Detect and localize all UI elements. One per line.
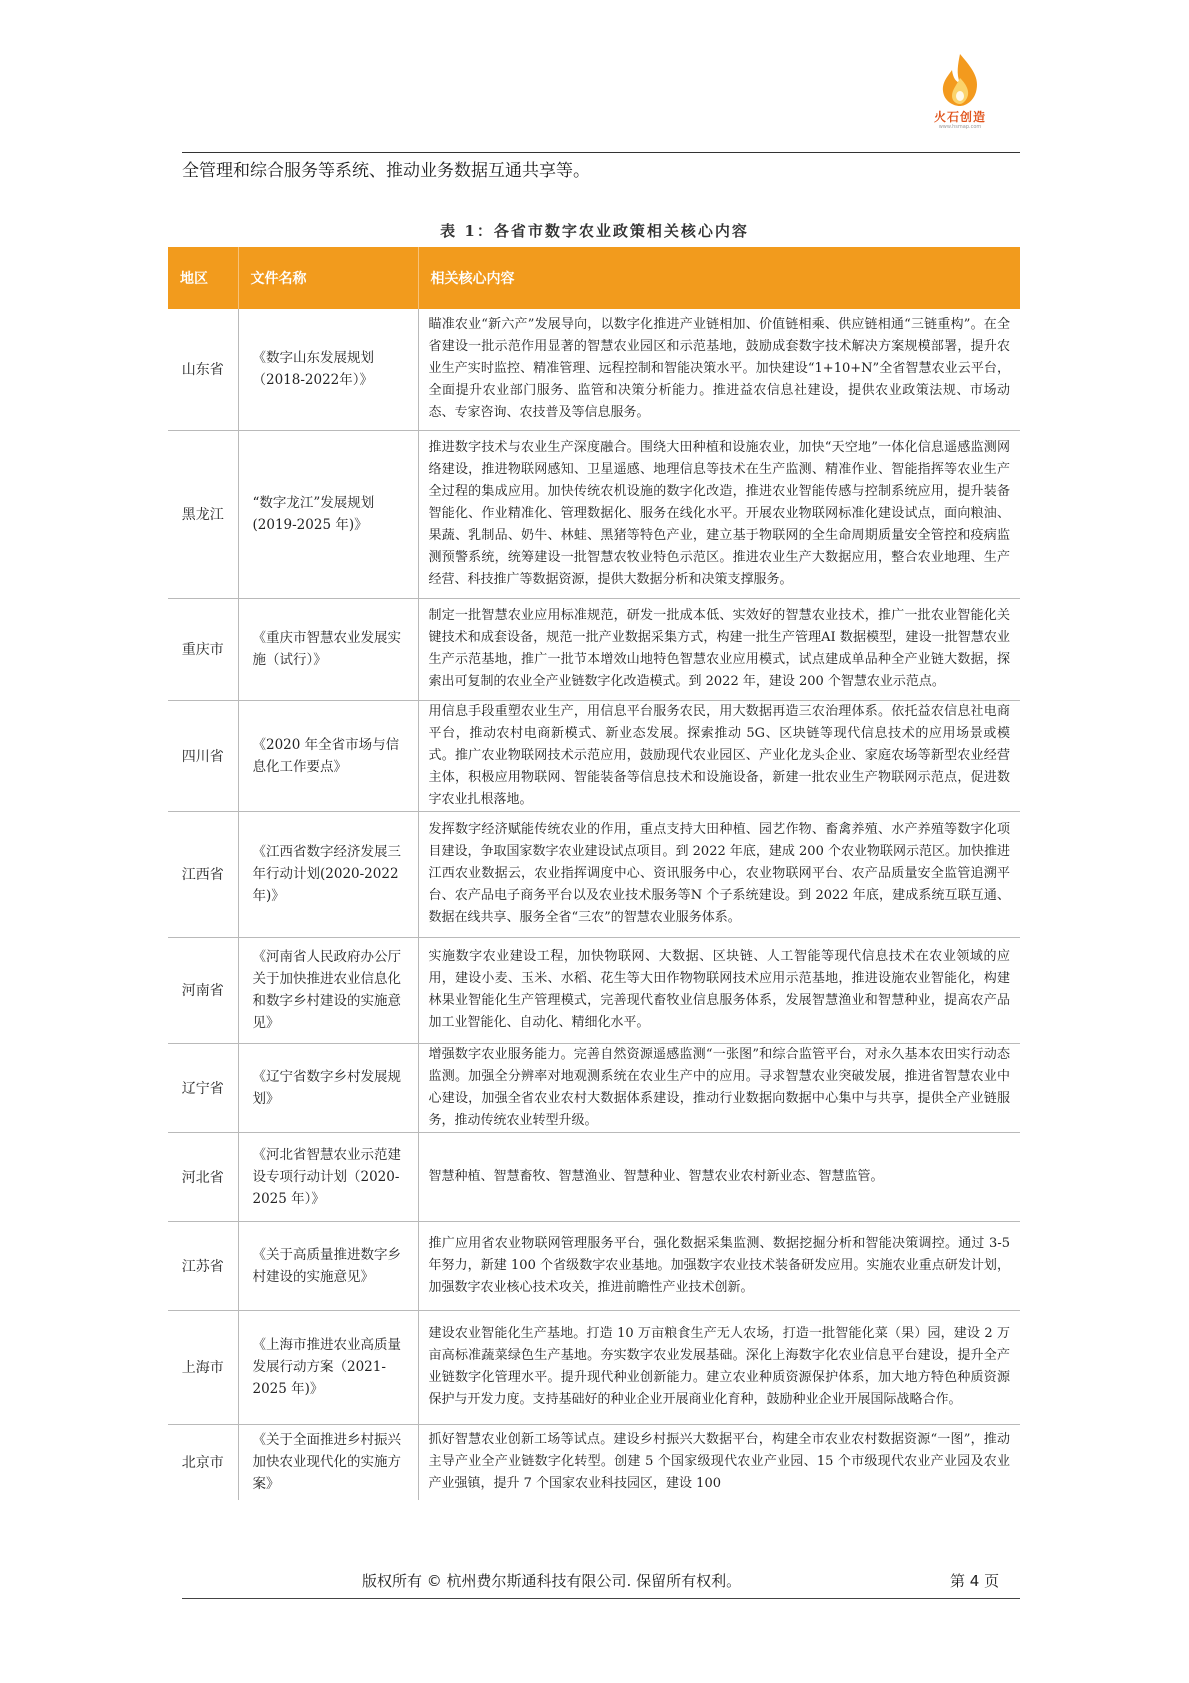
region-cell: 江西省	[168, 811, 238, 937]
logo-site: www.hsmap.com	[938, 124, 982, 130]
region-cell: 江苏省	[168, 1221, 238, 1310]
header-document: 文件名称	[238, 247, 418, 309]
document-cell: 《重庆市智慧农业发展实施（试行）》	[238, 598, 418, 700]
page-number: 第 4 页	[950, 1572, 1000, 1590]
table-row	[168, 1424, 1020, 1500]
header-divider	[182, 152, 1020, 153]
table-row	[168, 598, 1020, 700]
flame-icon	[920, 52, 1000, 108]
region-cell: 重庆市	[168, 598, 238, 700]
document-cell: 《河北省智慧农业示范建设专项行动计划（2020-2025 年）》	[238, 1132, 418, 1221]
table-row	[168, 1221, 1020, 1310]
content-cell: 用信息手段重塑农业生产，用信息平台服务农民，用大数据再造三农治理体系。依托益农信息社电商平台，推动农村电商新模式、新业态发展。探索推动 5G、区块链等现代信息技术的应用场景或模式。推广农业物联网技术示范应用，鼓励现代农业园区、产业化龙头企业、家庭农场等新型农业经营主体，积极应用物联网、智能装备等信息技术和设施设备，新建一批农业生产物联网示范点，促进数字农业扎根落地。	[418, 700, 1020, 811]
policy-table	[168, 247, 1020, 1500]
table-row	[168, 1310, 1020, 1424]
footer-divider	[182, 1598, 1020, 1599]
region-cell: 上海市	[168, 1310, 238, 1424]
content-cell: 发挥数字经济赋能传统农业的作用，重点支持大田种植、园艺作物、畜禽养殖、水产养殖等数字化项目建设，争取国家数字农业建设试点项目。到 2022 年底，建成 200 个农业物联网示范区。加快推进江西农业数据云，农业指挥调度中心、资讯服务中心，农业物联网平台、农产品质量安全监管追溯平台、农产品电子商务平台以及农业技术服务等N 个子系统建设。到 2022 年底，建成系统互联互通、数据在线共享、服务全省“三农”的智慧农业服务体系。	[418, 811, 1020, 937]
table-row	[168, 811, 1020, 937]
logo-name: 火石创造	[933, 110, 986, 124]
region-cell: 四川省	[168, 700, 238, 811]
company-logo	[920, 52, 1000, 132]
region-cell: 河北省	[168, 1132, 238, 1221]
table-row	[168, 1132, 1020, 1221]
header-content: 相关核心内容	[418, 247, 1020, 309]
content-cell: 推广应用省农业物联网管理服务平台，强化数据采集监测、数据挖掘分析和智能决策调控。通过 3-5 年努力，新建 100 个省级数字农业基地。加强数字农业技术装备研发应用。实施农业重点研发计划，加强数字农业核心技术攻关，推进前瞻性产业技术创新。	[418, 1221, 1020, 1310]
content-cell: 建设农业智能化生产基地。打造 10 万亩粮食生产无人农场，打造一批智能化菜（果）园，建设 2 万亩高标准蔬菜绿色生产基地。夯实数字农业发展基础。深化上海数字化农业信息平台建设，提升全产业链数字化管理水平。提升现代种业创新能力。建立农业种质资源保护体系，加大地方特色种质资源保护与开发力度。支持基础好的种业企业开展商业化育种，鼓励种业企业开展国际战略合作。	[418, 1310, 1020, 1424]
footer-copyright: 版权所有 © 杭州费尔斯通科技有限公司. 保留所有权利。	[362, 1572, 742, 1590]
region-cell: 山东省	[168, 309, 238, 430]
table-header-row	[168, 247, 1020, 309]
intro-paragraph: 全管理和综合服务等系统、推动业务数据互通共享等。	[182, 161, 590, 181]
document-cell: 《江西省数字经济发展三年行动计划(2020-2022 年)》	[238, 811, 418, 937]
document-cell: 《辽宁省数字乡村发展规划》	[238, 1043, 418, 1132]
document-cell: “数字龙江”发展规划(2019-2025 年)》	[238, 430, 418, 598]
content-cell: 瞄准农业“新六产”发展导向，以数字化推进产业链相加、价值链相乘、供应链相通“三链重构”。在全省建设一批示范作用显著的智慧农业园区和示范基地，鼓励成套数字技术解决方案规模部署，提升农业生产实时监控、精准管理、远程控制和智能决策水平。加快建设“1+10+N”全省智慧农业云平台，全面提升农业部门服务、监管和决策分析能力。推进益农信息社建设，提供农业政策法规、市场动态、专家咨询、农技普及等信息服务。	[418, 309, 1020, 430]
content-cell: 抓好智慧农业创新工场等试点。建设乡村振兴大数据平台，构建全市农业农村数据资源“一图”，推动主导产业全产业链数字化转型。创建 5 个国家级现代农业产业园、15 个市级现代农业产业园及农业产业强镇，提升 7 个国家农业科技园区，建设 100	[418, 1424, 1020, 1500]
table-row	[168, 700, 1020, 811]
table-row	[168, 430, 1020, 598]
content-cell: 实施数字农业建设工程，加快物联网、大数据、区块链、人工智能等现代信息技术在农业领域的应用，建设小麦、玉米、水稻、花生等大田作物物联网技术应用示范基地，推进设施农业智能化，构建林果业智能化生产管理模式，完善现代畜牧业信息服务体系，发展智慧渔业和智慧种业，提高农产品加工业智能化、自动化、精细化水平。	[418, 937, 1020, 1043]
region-cell: 黑龙江	[168, 430, 238, 598]
document-cell: 《河南省人民政府办公厅关于加快推进农业信息化和数字乡村建设的实施意见》	[238, 937, 418, 1043]
table-row	[168, 309, 1020, 430]
region-cell: 北京市	[181, 1455, 224, 1472]
document-cell: 《关于全面推进乡村振兴加快农业现代化的实施方案》	[238, 1424, 418, 1500]
content-cell: 制定一批智慧农业应用标准规范，研发一批成本低、实效好的智慧农业技术，推广一批农业智能化关键技术和成套设备，规范一批产业数据采集方式，构建一批生产管理AI 数据模型，建设一批智慧农业生产示范基地，推广一批节本增效山地特色智慧农业应用模式，试点建成单品种全产业链大数据，探索出可复制的农业全产业链数字化改造模式。到 2022 年，建设 200 个智慧农业示范点。	[418, 598, 1020, 700]
document-cell: 《关于高质量推进数字乡村建设的实施意见》	[238, 1221, 418, 1310]
content-cell: 增强数字农业服务能力。完善自然资源遥感监测“一张图”和综合监管平台，对永久基本农田实行动态监测。加强全分辨率对地观测系统在农业生产中的应用。寻求智慧农业突破发展，推进省智慧农业中心建设，加强全省农业农村大数据体系建设，推动行业数据向数据中心集中与共享，提供全产业链服务，推动传统农业转型升级。	[418, 1043, 1020, 1132]
document-cell: 《2020 年全省市场与信息化工作要点》	[238, 700, 418, 811]
region-cell: 辽宁省	[168, 1043, 238, 1132]
header-region: 地区	[168, 247, 238, 309]
table-caption: 表 1：各省市数字农业政策相关核心内容	[440, 222, 749, 240]
region-cell: 河南省	[168, 937, 238, 1043]
document-cell: 《数字山东发展规划（2018-2022年）》	[238, 309, 418, 430]
document-cell: 《上海市推进农业高质量发展行动方案（2021-2025 年)》	[238, 1310, 418, 1424]
content-cell: 推进数字技术与农业生产深度融合。围绕大田种植和设施农业，加快“天空地”一体化信息遥感监测网络建设，推进物联网感知、卫星遥感、地理信息等技术在生产监测、精准作业、智能指挥等农业生产全过程的集成应用。加快传统农机设施的数字化改造，推进农业智能传感与控制系统应用，提升装备智能化、作业精准化、管理数据化、服务在线化水平。开展农业物联网标准化建设试点，面向粮油、果蔬、乳制品、奶牛、林蛙、黑猪等特色产业，建立基于物联网的全生命周期质量安全管控和疫病监测预警系统，统筹建设一批智慧农牧业特色示范区。推进农业生产大数据应用，整合农业地理、生产经营、科技推广等数据资源，提供大数据分析和决策支撑服务。	[418, 430, 1020, 598]
table-row	[168, 937, 1020, 1043]
content-cell: 智慧种植、智慧畜牧、智慧渔业、智慧种业、智慧农业农村新业态、智慧监管。	[418, 1132, 1020, 1221]
table-row	[168, 1043, 1020, 1132]
